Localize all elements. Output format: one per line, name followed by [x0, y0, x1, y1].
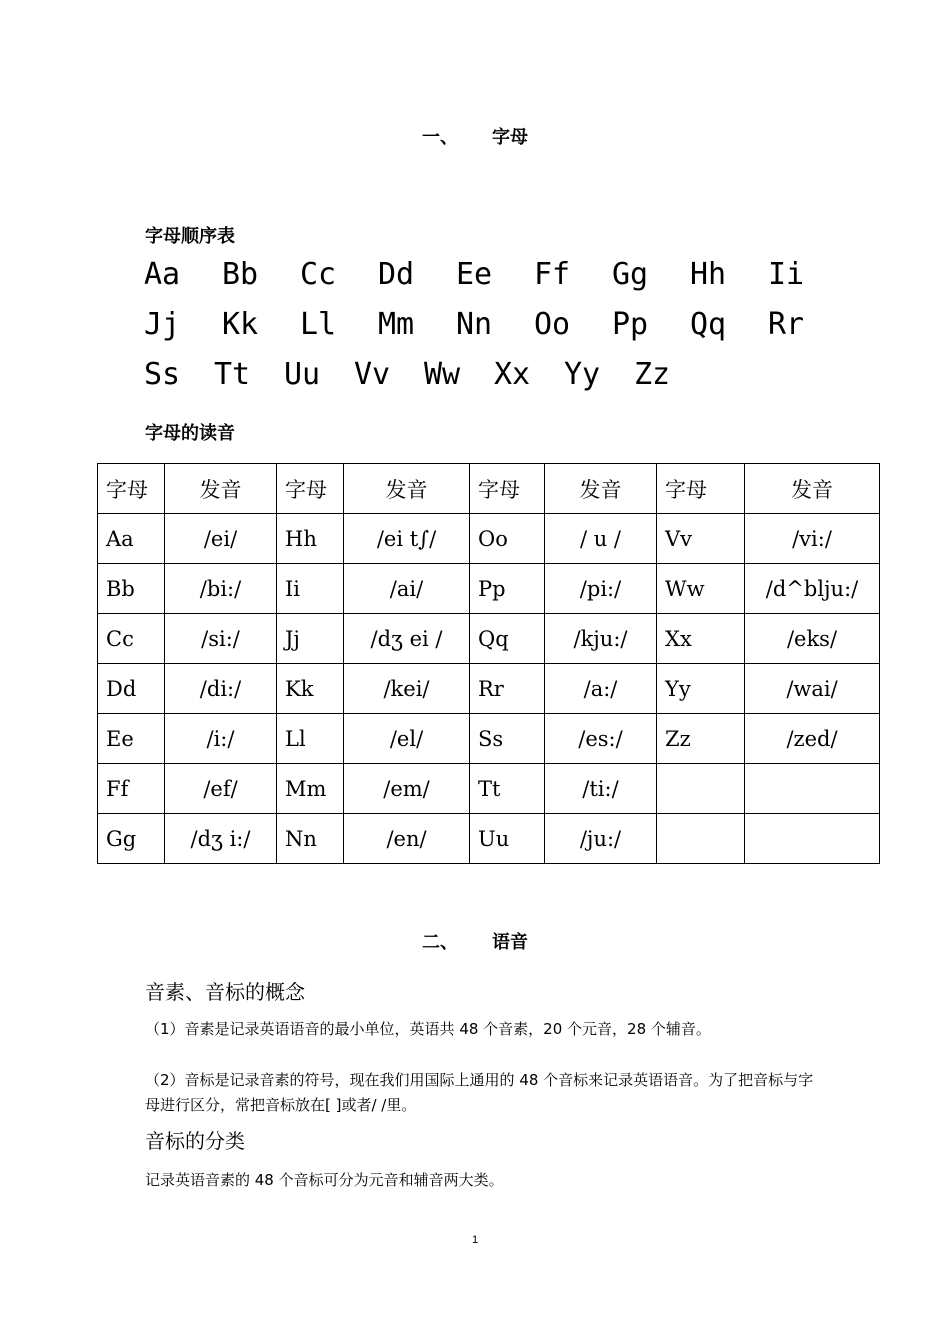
letter-cell: Jj	[277, 614, 344, 664]
pronunciation-cell: /si:/	[165, 614, 277, 664]
section-number: 一、	[422, 127, 458, 148]
section-number: 二、	[422, 932, 458, 953]
letter-cell: Pp	[470, 564, 545, 614]
header-cell: 发音	[165, 464, 277, 514]
table-row	[98, 714, 880, 764]
letter-cell: Vv	[657, 514, 745, 564]
alphabet-letter: Kk	[222, 307, 259, 342]
alphabet-letter: Bb	[222, 257, 259, 292]
concept-title: 音素、音标的概念	[145, 980, 305, 1004]
letter-cell: Ss	[470, 714, 545, 764]
table-row	[98, 664, 880, 714]
letter-cell: Rr	[470, 664, 545, 714]
alphabet-letter: Zz	[634, 357, 671, 392]
letter-cell: Xx	[657, 614, 745, 664]
letter-cell: Bb	[98, 564, 165, 614]
letter-cell	[657, 814, 745, 864]
header-cell: 发音	[344, 464, 470, 514]
alphabet-letter: Jj	[144, 307, 181, 342]
letter-cell: Qq	[470, 614, 545, 664]
concept-paragraph-2: （2）音标是记录音素的符号，现在我们用国际上通用的 48 个音标来记录英语语音。为了把音标与字母进行区分，常把音标放在[ ]或者/ /里。	[145, 1071, 814, 1114]
letter-cell: Gg	[98, 814, 165, 864]
pronunciation-cell	[745, 814, 880, 864]
letter-cell: Tt	[470, 764, 545, 814]
pronunciation-cell: /ei/	[165, 514, 277, 564]
alphabet-letter: Yy	[564, 357, 601, 392]
alphabet-letter: Gg	[612, 257, 649, 292]
table-row	[98, 564, 880, 614]
letter-cell: Cc	[98, 614, 165, 664]
letter-cell: Nn	[277, 814, 344, 864]
alphabet-letter: Vv	[354, 357, 391, 392]
alphabet-letter: Mm	[378, 307, 415, 342]
pronunciation-cell: /di:/	[165, 664, 277, 714]
pronunciation-table-body	[98, 464, 880, 864]
letter-cell: Ll	[277, 714, 344, 764]
letter-cell: Oo	[470, 514, 545, 564]
section-heading-phonetics	[0, 928, 950, 954]
pronunciation-heading: 字母的读音	[145, 423, 235, 444]
header-cell: 发音	[545, 464, 657, 514]
alphabet-letter: Ss	[144, 357, 181, 392]
letter-cell: Yy	[657, 664, 745, 714]
alphabet-letter: Ff	[534, 257, 571, 292]
header-cell: 字母	[657, 464, 745, 514]
alphabet-letter: Ii	[768, 257, 805, 292]
alphabet-letter: Uu	[284, 357, 321, 392]
letter-cell: Uu	[470, 814, 545, 864]
alphabet-letter: Ee	[456, 257, 493, 292]
header-cell: 发音	[745, 464, 880, 514]
pronunciation-cell: /ju:/	[545, 814, 657, 864]
pronunciation-cell: /ai/	[344, 564, 470, 614]
alphabet-letter: Hh	[690, 257, 727, 292]
alphabet-letter: Cc	[300, 257, 337, 292]
alphabet-letter: Qq	[690, 307, 727, 342]
pronunciation-cell: /kju:/	[545, 614, 657, 664]
pronunciation-cell: /bi:/	[165, 564, 277, 614]
pronunciation-cell: /en/	[344, 814, 470, 864]
pronunciation-cell: /em/	[344, 764, 470, 814]
pronunciation-cell: /i:/	[165, 714, 277, 764]
header-cell: 字母	[98, 464, 165, 514]
classification-paragraph: 记录英语音素的 48 个音标可分为元音和辅音两大类。	[145, 1171, 504, 1189]
letter-cell: Ii	[277, 564, 344, 614]
pronunciation-cell: /dʒ i:/	[165, 814, 277, 864]
concept-paragraph-1: （1）音素是记录英语语音的最小单位，英语共 48 个音素，20 个元音，28 个辅音。	[145, 1020, 711, 1038]
header-cell: 字母	[277, 464, 344, 514]
pronunciation-cell: /dʒ ei /	[344, 614, 470, 664]
letter-cell: Ww	[657, 564, 745, 614]
classification-title: 音标的分类	[145, 1129, 245, 1153]
letter-cell: Mm	[277, 764, 344, 814]
pronunciation-cell: /a:/	[545, 664, 657, 714]
letter-cell: Dd	[98, 664, 165, 714]
pronunciation-cell: /kei/	[344, 664, 470, 714]
letter-cell: Ee	[98, 714, 165, 764]
section-heading-letters	[0, 123, 950, 149]
pronunciation-cell: /vi:/	[745, 514, 880, 564]
alphabet-letter: Ll	[300, 307, 337, 342]
pronunciation-cell: /el/	[344, 714, 470, 764]
pronunciation-cell	[745, 764, 880, 814]
alphabet-letter: Oo	[534, 307, 571, 342]
alphabet-letter: Dd	[378, 257, 415, 292]
pronunciation-cell: /d^blju:/	[745, 564, 880, 614]
table-row	[98, 764, 880, 814]
section-title: 字母	[492, 127, 528, 148]
pronunciation-cell: /eks/	[745, 614, 880, 664]
alphabet-letter: Rr	[768, 307, 805, 342]
alphabet-letter: Aa	[144, 257, 181, 292]
table-row	[98, 514, 880, 564]
alphabet-letter: Tt	[214, 357, 251, 392]
pronunciation-cell: /es:/	[545, 714, 657, 764]
letter-cell: Hh	[277, 514, 344, 564]
pronunciation-cell: /ei t∫/	[344, 514, 470, 564]
alphabet-heading: 字母顺序表	[145, 226, 235, 247]
pronunciation-cell: /zed/	[745, 714, 880, 764]
pronunciation-table	[97, 463, 880, 864]
table-row	[98, 614, 880, 664]
pronunciation-cell: /wai/	[745, 664, 880, 714]
pronunciation-cell: / u /	[545, 514, 657, 564]
alphabet-letter: Xx	[494, 357, 531, 392]
letter-cell: Zz	[657, 714, 745, 764]
section-title: 语音	[492, 932, 528, 953]
pronunciation-cell: /pi:/	[545, 564, 657, 614]
pronunciation-cell: /ef/	[165, 764, 277, 814]
letter-cell	[657, 764, 745, 814]
alphabet-letter: Pp	[612, 307, 649, 342]
alphabet-letter: Ww	[424, 357, 461, 392]
table-header-row	[98, 464, 880, 514]
alphabet-letter: Nn	[456, 307, 493, 342]
header-cell: 字母	[470, 464, 545, 514]
page-number: 1	[471, 1234, 479, 1246]
table-row	[98, 814, 880, 864]
letter-cell: Ff	[98, 764, 165, 814]
pronunciation-cell: /ti:/	[545, 764, 657, 814]
letter-cell: Kk	[277, 664, 344, 714]
letter-cell: Aa	[98, 514, 165, 564]
